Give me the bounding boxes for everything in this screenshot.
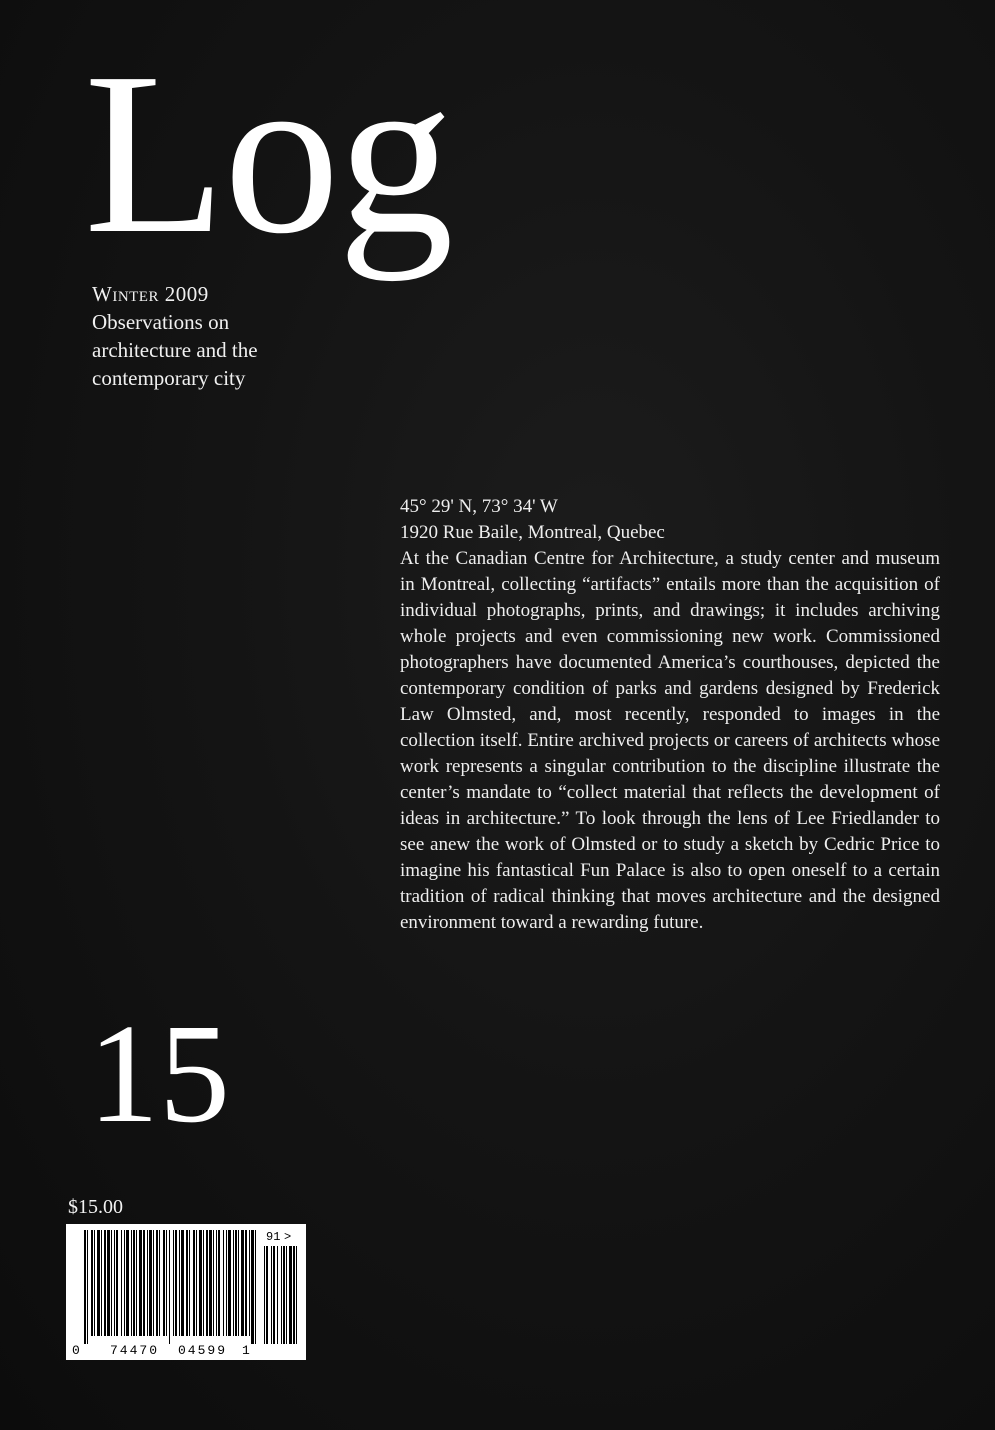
barcode-bar — [175, 1230, 177, 1336]
barcode-addon-bars — [264, 1246, 297, 1344]
barcode-bar — [173, 1230, 174, 1336]
barcode-addon-bar — [277, 1246, 278, 1344]
barcode-bar — [126, 1230, 129, 1336]
barcode-bar — [147, 1230, 148, 1336]
barcode-bar — [255, 1230, 256, 1344]
barcode-bar — [238, 1230, 239, 1336]
barcode-bar — [189, 1230, 190, 1336]
barcode-left-digit: 0 — [72, 1343, 80, 1358]
barcode-bar — [107, 1230, 110, 1336]
barcode-bar — [124, 1230, 125, 1336]
barcode-bar — [104, 1230, 106, 1336]
magazine-tagline: Observations on architecture and the contemporary city — [92, 310, 258, 390]
barcode-bar — [249, 1230, 250, 1336]
barcode-addon-bar — [293, 1246, 295, 1344]
barcode-bar — [97, 1230, 100, 1336]
barcode-addon-bar — [296, 1246, 297, 1344]
barcode-addon-bar — [283, 1246, 285, 1344]
barcode-bar — [153, 1230, 154, 1336]
barcode-bar — [233, 1230, 234, 1336]
issue-number: 15 — [88, 994, 230, 1152]
barcode-right-group: 04599 — [178, 1343, 228, 1358]
barcode-bar — [251, 1230, 254, 1344]
barcode-bars — [84, 1230, 256, 1344]
barcode-addon-bar — [271, 1246, 272, 1344]
barcode-addon-digits: 91 — [266, 1230, 281, 1244]
barcode-bar — [101, 1230, 102, 1336]
barcode-bar — [206, 1230, 208, 1336]
barcode-bar — [216, 1230, 217, 1336]
barcode-addon-bar — [289, 1246, 292, 1344]
barcode-bar — [136, 1230, 137, 1336]
barcode-bar — [91, 1230, 93, 1336]
barcode-bar — [143, 1230, 145, 1336]
barcode-bar — [179, 1230, 180, 1336]
barcode-left-group: 74470 — [110, 1343, 160, 1358]
location-coordinates: 45° 29' N, 73° 34' W — [400, 496, 558, 517]
barcode-bar — [235, 1230, 237, 1336]
barcode-bar — [228, 1230, 231, 1336]
barcode-bar — [131, 1230, 132, 1336]
barcode-bar — [186, 1230, 188, 1336]
barcode-addon-arrow: > — [284, 1230, 292, 1244]
barcode-right-digit: 1 — [242, 1343, 250, 1358]
barcode-bar — [199, 1230, 202, 1336]
barcode-bar — [226, 1230, 227, 1336]
barcode-bar — [181, 1230, 184, 1336]
cover-price: $15.00 — [68, 1196, 123, 1218]
barcode-bar — [139, 1230, 142, 1336]
barcode-bar — [213, 1230, 214, 1336]
barcode-bar — [84, 1230, 86, 1344]
barcode-bar — [209, 1230, 212, 1336]
barcode-bar — [193, 1230, 195, 1336]
barcode-bar — [223, 1230, 224, 1336]
barcode-addon-bar — [281, 1246, 282, 1344]
barcode-bar — [166, 1230, 167, 1336]
barcode-addon-bar — [266, 1246, 268, 1344]
magazine-logo: Log — [84, 25, 452, 282]
barcode-addon-bar — [264, 1246, 265, 1344]
barcode-bar — [241, 1230, 244, 1336]
barcode-bar — [133, 1230, 135, 1336]
barcode-bar — [121, 1230, 122, 1336]
article-text — [400, 494, 940, 936]
barcode-bar — [169, 1230, 170, 1344]
barcode-bar — [203, 1230, 204, 1336]
issue-meta — [92, 280, 332, 392]
barcode-bar — [114, 1230, 115, 1336]
barcode-bar — [159, 1230, 160, 1336]
barcode-bar — [149, 1230, 152, 1336]
barcode-bar — [163, 1230, 165, 1336]
barcode-bar — [116, 1230, 118, 1336]
barcode-addon-bar — [286, 1246, 287, 1344]
barcode-bar — [87, 1230, 88, 1344]
barcode-bar — [94, 1230, 95, 1336]
barcode-bar — [196, 1230, 197, 1336]
barcode-graphic — [66, 1224, 306, 1360]
barcode-addon-bar — [273, 1246, 275, 1344]
barcode-bar — [156, 1230, 158, 1336]
issue-season: Winter 2009 — [92, 282, 209, 306]
location-address: 1920 Rue Baile, Montreal, Quebec — [400, 522, 665, 543]
article-body: At the Canadian Centre for Architecture, a study center and museum in Montreal, collecting “artifacts” entails more than the acquisition of individual photographs, prints, and drawings; it includes archiving whole projects and even commissioning new work. Commissioned photographers have documented America’s courthouses, depicted the contemporary condition of parks and gardens designed by Frederick Law Olmsted, and, most recently, responded to images in the collection itself. Entire archived projects or careers of architects whose work represents a singular contribution to the discipline illustrate the center’s mandate to “collect material that reflects the development of ideas in architecture.” To look through the lens of Lee Friedlander to see anew the work of Olmsted or to study a sketch by Cedric Price to imagine his fantastical Fun Palace is also to open oneself to a certain tradition of radical thinking that moves architecture and the designed environment toward a rewarding future. — [400, 548, 940, 933]
barcode-bar — [245, 1230, 247, 1336]
barcode-bar — [111, 1230, 112, 1336]
barcode-bar — [218, 1230, 220, 1336]
upc-barcode — [66, 1224, 306, 1360]
